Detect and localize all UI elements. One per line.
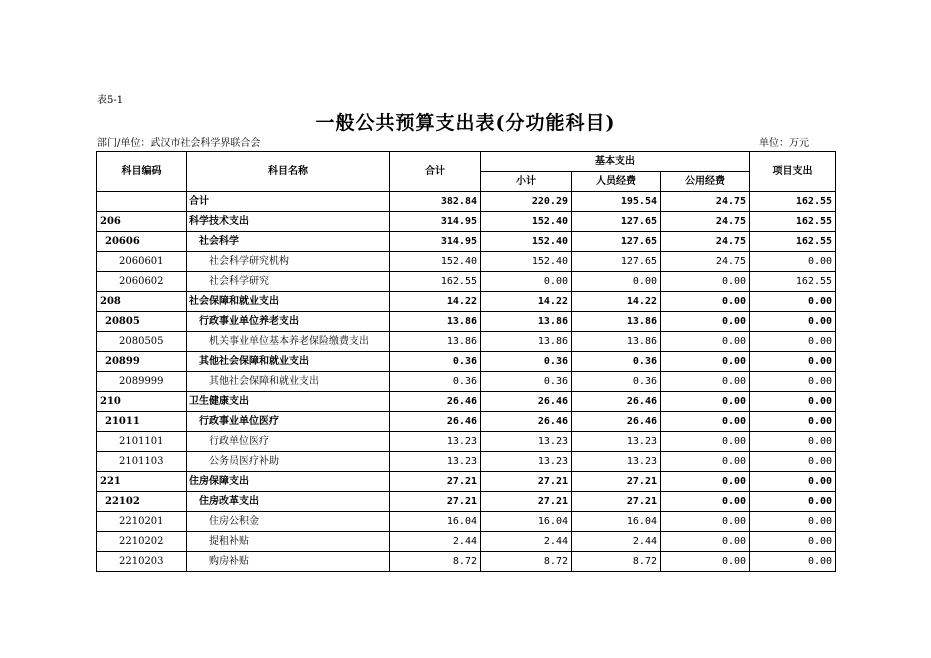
cell-total: 382.84 [390,192,481,212]
cell-project: 0.00 [750,332,836,352]
cell-project: 0.00 [750,452,836,472]
cell-name: 卫生健康支出 [187,392,390,412]
cell-subtotal: 26.46 [481,392,572,412]
cell-public: 0.00 [661,312,750,332]
cell-name: 社会科学研究机构 [187,252,390,272]
cell-subtotal: 220.29 [481,192,572,212]
cell-personnel: 127.65 [572,212,661,232]
cell-name: 住房保障支出 [187,472,390,492]
table-row [97,212,836,232]
cell-name: 行政事业单位医疗 [187,412,390,432]
cell-project: 0.00 [750,532,836,552]
sheet-label: 表5-1 [97,95,124,106]
cell-total: 13.23 [390,432,481,452]
cell-public: 0.00 [661,472,750,492]
cell-subtotal: 8.72 [481,552,572,572]
cell-public: 24.75 [661,192,750,212]
cell-total: 26.46 [390,412,481,432]
header-public: 公用经费 [661,172,750,192]
cell-subtotal: 13.23 [481,452,572,472]
cell-personnel: 127.65 [572,232,661,252]
cell-code: 20606 [97,232,187,252]
cell-total: 13.23 [390,452,481,472]
cell-personnel: 0.36 [572,352,661,372]
cell-total: 2.44 [390,532,481,552]
cell-public: 24.75 [661,212,750,232]
cell-personnel: 13.23 [572,452,661,472]
cell-personnel: 26.46 [572,412,661,432]
cell-personnel: 195.54 [572,192,661,212]
page-title: 一般公共预算支出表(分功能科目) [315,112,616,134]
cell-total: 0.36 [390,372,481,392]
cell-name: 公务员医疗补助 [187,452,390,472]
cell-public: 0.00 [661,272,750,292]
cell-name: 社会科学研究 [187,272,390,292]
cell-public: 0.00 [661,492,750,512]
cell-code: 210 [97,392,187,412]
table-row [97,452,836,472]
table-row [97,232,836,252]
cell-name: 其他社会保障和就业支出 [187,372,390,392]
cell-subtotal: 27.21 [481,492,572,512]
table-row [97,472,836,492]
cell-name: 行政事业单位养老支出 [187,312,390,332]
cell-name: 行政单位医疗 [187,432,390,452]
table-row [97,192,836,212]
cell-code: 206 [97,212,187,232]
cell-personnel: 16.04 [572,512,661,532]
cell-personnel: 0.00 [572,272,661,292]
cell-project: 0.00 [750,432,836,452]
cell-name: 住房改革支出 [187,492,390,512]
table-row [97,492,836,512]
department-label: 部门/单位：武汉市社会科学界联合会 [97,138,261,149]
cell-code: 208 [97,292,187,312]
cell-project: 162.55 [750,212,836,232]
cell-total: 13.86 [390,332,481,352]
cell-project: 0.00 [750,292,836,312]
cell-project: 0.00 [750,252,836,272]
cell-code: 2101103 [97,452,187,472]
cell-subtotal: 152.40 [481,232,572,252]
cell-personnel: 27.21 [572,492,661,512]
cell-name: 社会科学 [187,232,390,252]
cell-public: 0.00 [661,452,750,472]
cell-subtotal: 16.04 [481,512,572,532]
cell-total: 314.95 [390,232,481,252]
cell-project: 0.00 [750,412,836,432]
cell-code: 22102 [97,492,187,512]
cell-name: 住房公积金 [187,512,390,532]
cell-project: 0.00 [750,312,836,332]
header-personnel: 人员经费 [572,172,661,192]
cell-project: 0.00 [750,512,836,532]
cell-public: 0.00 [661,392,750,412]
cell-name: 科学技术支出 [187,212,390,232]
cell-code: 2080505 [97,332,187,352]
cell-subtotal: 26.46 [481,412,572,432]
cell-public: 0.00 [661,532,750,552]
header-name: 科目名称 [187,152,390,192]
cell-name: 其他社会保障和就业支出 [187,352,390,372]
cell-total: 14.22 [390,292,481,312]
table-row [97,352,836,372]
cell-total: 13.86 [390,312,481,332]
header-project: 项目支出 [750,152,836,192]
table-row [97,412,836,432]
table-row [97,392,836,412]
table-row [97,532,836,552]
cell-project: 0.00 [750,392,836,412]
cell-subtotal: 0.00 [481,272,572,292]
cell-subtotal: 152.40 [481,212,572,232]
cell-code: 221 [97,472,187,492]
cell-project: 0.00 [750,552,836,572]
cell-name: 购房补贴 [187,552,390,572]
table-row [97,272,836,292]
table-row [97,252,836,272]
cell-code: 20805 [97,312,187,332]
header-total: 合计 [390,152,481,192]
table-row [97,512,836,532]
cell-public: 0.00 [661,552,750,572]
table-row [97,292,836,312]
cell-personnel: 2.44 [572,532,661,552]
cell-code: 2210201 [97,512,187,532]
cell-total: 162.55 [390,272,481,292]
cell-subtotal: 2.44 [481,532,572,552]
cell-total: 152.40 [390,252,481,272]
cell-project: 162.55 [750,192,836,212]
cell-personnel: 27.21 [572,472,661,492]
cell-code: 2089999 [97,372,187,392]
table-row [97,552,836,572]
cell-name: 机关事业单位基本养老保险缴费支出 [187,332,390,352]
cell-name: 社会保障和就业支出 [187,292,390,312]
cell-project: 0.00 [750,372,836,392]
cell-public: 24.75 [661,232,750,252]
cell-subtotal: 13.86 [481,332,572,352]
cell-project: 162.55 [750,232,836,252]
cell-code: 2210202 [97,532,187,552]
table-row [97,432,836,452]
cell-public: 0.00 [661,352,750,372]
cell-code [97,192,187,212]
cell-total: 27.21 [390,492,481,512]
table-row [97,372,836,392]
budget-table [96,151,836,572]
unit-label: 单位：万元 [759,138,809,149]
cell-code: 2101101 [97,432,187,452]
cell-subtotal: 152.40 [481,252,572,272]
cell-public: 0.00 [661,512,750,532]
cell-project: 162.55 [750,272,836,292]
cell-public: 24.75 [661,252,750,272]
cell-code: 2060601 [97,252,187,272]
cell-code: 21011 [97,412,187,432]
cell-code: 2210203 [97,552,187,572]
cell-public: 0.00 [661,432,750,452]
cell-personnel: 0.36 [572,372,661,392]
header-code: 科目编码 [97,152,187,192]
cell-public: 0.00 [661,412,750,432]
cell-subtotal: 13.86 [481,312,572,332]
cell-subtotal: 14.22 [481,292,572,312]
cell-total: 26.46 [390,392,481,412]
cell-subtotal: 0.36 [481,372,572,392]
cell-public: 0.00 [661,332,750,352]
header-subtotal: 小计 [481,172,572,192]
cell-subtotal: 0.36 [481,352,572,372]
cell-personnel: 13.86 [572,332,661,352]
cell-subtotal: 27.21 [481,472,572,492]
cell-code: 2060602 [97,272,187,292]
cell-subtotal: 13.23 [481,432,572,452]
table-row [97,312,836,332]
cell-personnel: 13.86 [572,312,661,332]
cell-name: 合计 [187,192,390,212]
cell-public: 0.00 [661,292,750,312]
cell-personnel: 127.65 [572,252,661,272]
cell-personnel: 14.22 [572,292,661,312]
cell-public: 0.00 [661,372,750,392]
header-basic: 基本支出 [481,152,750,172]
table-row [97,332,836,352]
cell-personnel: 13.23 [572,432,661,452]
cell-total: 8.72 [390,552,481,572]
table-body [97,192,836,572]
cell-total: 16.04 [390,512,481,532]
cell-project: 0.00 [750,492,836,512]
cell-personnel: 26.46 [572,392,661,412]
cell-total: 27.21 [390,472,481,492]
cell-code: 20899 [97,352,187,372]
cell-project: 0.00 [750,352,836,372]
cell-total: 0.36 [390,352,481,372]
cell-total: 314.95 [390,212,481,232]
cell-project: 0.00 [750,472,836,492]
cell-name: 提租补贴 [187,532,390,552]
cell-personnel: 8.72 [572,552,661,572]
